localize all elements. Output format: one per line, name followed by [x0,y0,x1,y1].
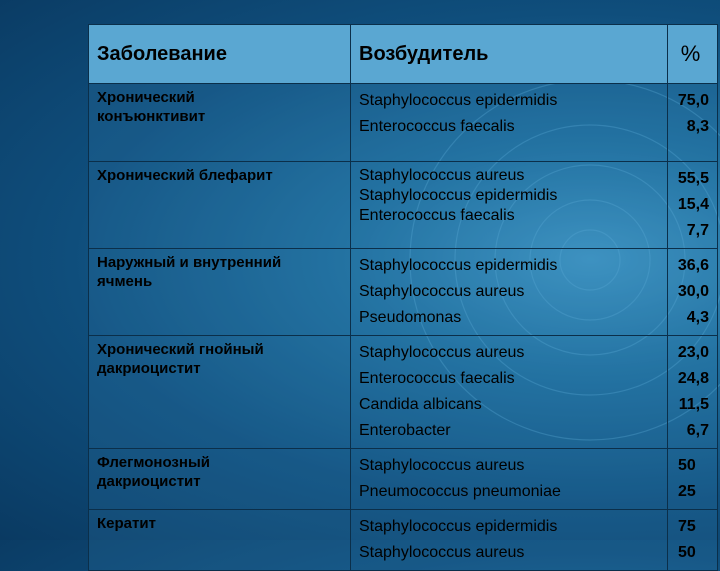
disease-cell: Кератит [89,510,351,571]
table-row [89,336,718,449]
table-row [89,249,718,336]
table-row [89,84,718,162]
disease-cell: Флегмонозный дакриоцистит [89,449,351,510]
disease-cell: Хронический гнойный дакриоцистит [89,336,351,449]
pathogen-cell: Staphylococcus epidermidis Staphylococcus aureus [351,510,668,571]
table-row [89,449,718,510]
percent-cell: 36,6 30,0 4,3 [668,249,718,336]
header-percent: % [668,25,718,84]
pathogen-cell: Staphylococcus epidermidis Staphylococcus aureus Pseudomonas [351,249,668,336]
pathogen-cell: Staphylococcus aureus Enterococcus faecalis Candida albicans Enterobacter [351,336,668,449]
percent-cell: 75 50 [668,510,718,571]
percent-cell: 50 25 [668,449,718,510]
header-pathogen: Возбудитель [351,25,668,84]
disease-cell: Хронический конъюнктивит [89,84,351,162]
header-disease: Заболевание [89,25,351,84]
table-row [89,162,718,249]
pathogen-cell: Staphylococcus aureus Staphylococcus epidermidis Enterococcus faecalis [351,162,668,249]
disease-cell: Наружный и внутренний ячмень [89,249,351,336]
pathogen-table [88,24,718,571]
percent-cell: 75,0 8,3 [668,84,718,162]
percent-cell: 23,0 24,8 11,5 6,7 [668,336,718,449]
table-row [89,510,718,571]
percent-cell: 55,5 15,4 7,7 [668,162,718,249]
table-header-row [89,25,718,84]
pathogen-cell: Staphylococcus epidermidis Enterococcus faecalis [351,84,668,162]
pathogen-cell: Staphylococcus aureus Pneumococcus pneumoniae [351,449,668,510]
disease-cell: Хронический блефарит [89,162,351,249]
